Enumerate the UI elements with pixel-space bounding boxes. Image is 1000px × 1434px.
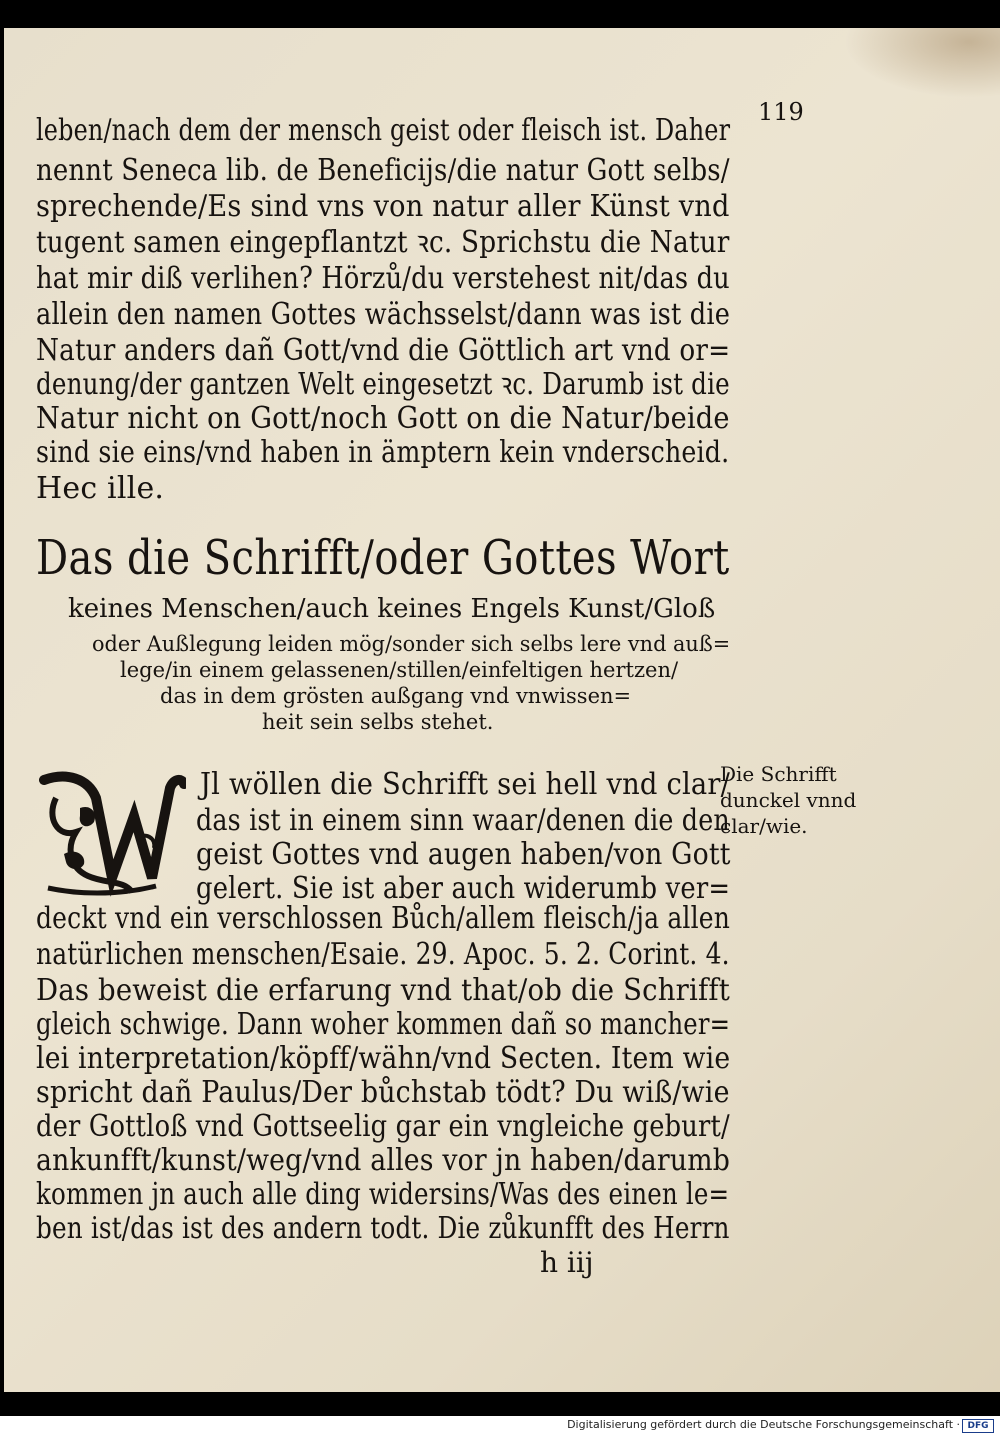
- text-line: Natur nicht on Gott/noch Gott on die Natur/beide: [36, 401, 730, 436]
- text-line: tugent samen eingepflantzt ꝛc. Sprichstu die Natur: [36, 225, 730, 260]
- text-line: sind sie eins/vnd haben in ämptern kein vnderscheid.: [36, 435, 730, 470]
- text-line: Hec ille.: [36, 471, 165, 506]
- text-line: natürlichen menschen/Esaie. 29. Apoc. 5. 2. Corint. 4.: [36, 937, 730, 972]
- text-line: deckt vnd ein verschlossen Bůch/allem fleisch/ja allen: [36, 901, 730, 936]
- heading-line: lege/in einem gelassenen/stillen/einfeltigen hertzen/: [120, 658, 679, 682]
- page-stain: [844, 28, 1000, 98]
- heading-line: heit sein selbs stehet.: [262, 710, 494, 734]
- text-line: Natur anders dañ Gott/vnd die Göttlich art vnd or=: [36, 333, 731, 368]
- text-line: nennt Seneca lib. de Beneficijs/die natur Gott selbs/: [36, 153, 730, 188]
- funding-credit: Digitalisierung gefördert durch die Deutsche Forschungsgemeinschaft ·: [567, 1418, 960, 1431]
- heading-line: oder Außlegung leiden mög/sonder sich selbs lere vnd auß=: [92, 632, 731, 656]
- text-line: ankunfft/kunst/weg/vnd alles vor jn haben/darumb: [36, 1143, 731, 1178]
- text-line: sprechende/Es sind vns von natur aller Künst vnd: [36, 189, 730, 224]
- text-line: geist Gottes vnd augen haben/von Gott: [196, 837, 731, 872]
- text-line: hat mir diß verlihen? Hörzů/du verstehest nit/das du: [36, 261, 730, 296]
- text-line: das ist in einem sinn waar/denen die den: [196, 803, 730, 838]
- page-number: 119: [758, 98, 804, 126]
- text-line: gleich schwige. Dann woher kommen dañ so mancher=: [36, 1007, 731, 1042]
- text-line: lei interpretation/köpff/wähn/vnd Secten. Item wie: [36, 1041, 731, 1076]
- text-line: allein den namen Gottes wächsselst/dann was ist die: [36, 297, 731, 332]
- text-line: Jl wöllen die Schrifft sei hell vnd clar/: [200, 767, 731, 802]
- margin-note-line: Die Schrifft: [720, 762, 837, 786]
- heading-line: keines Menschen/auch keines Engels Kunst/Gloß: [68, 594, 716, 624]
- heading-line: das in dem grösten außgang vnd vnwissen=: [160, 684, 632, 708]
- dfg-logo-icon[interactable]: DFG: [962, 1419, 994, 1433]
- text-line: ben ist/das ist des andern todt. Die zůkunfft des Herrn: [36, 1211, 730, 1246]
- text-line: denung/der gantzen Welt eingesetzt ꝛc. Darumb ist die: [36, 367, 730, 402]
- footer-bar: [0, 1416, 1000, 1434]
- text-line: gelert. Sie ist aber auch widerumb ver=: [196, 871, 731, 906]
- text-line: Das beweist die erfarung vnd that/ob die Schrifft: [36, 973, 730, 1008]
- text-line: spricht dañ Paulus/Der bůchstab tödt? Du wiß/wie: [36, 1075, 730, 1110]
- margin-note-line: clar/wie.: [720, 814, 808, 838]
- text-line: leben/nach dem der mensch geist oder fleisch ist. Daher: [36, 113, 731, 148]
- signature-mark: h iij: [540, 1246, 594, 1279]
- margin-note-line: dunckel vnnd: [720, 788, 857, 812]
- section-heading-title: Das die Schrifft/oder Gottes Wort: [36, 530, 730, 586]
- decorated-initial-w: [36, 768, 186, 900]
- text-line: der Gottloß vnd Gottseelig gar ein vngleiche geburt/: [36, 1109, 730, 1144]
- text-line: kommen jn auch alle ding widersins/Was des einen le=: [36, 1177, 730, 1212]
